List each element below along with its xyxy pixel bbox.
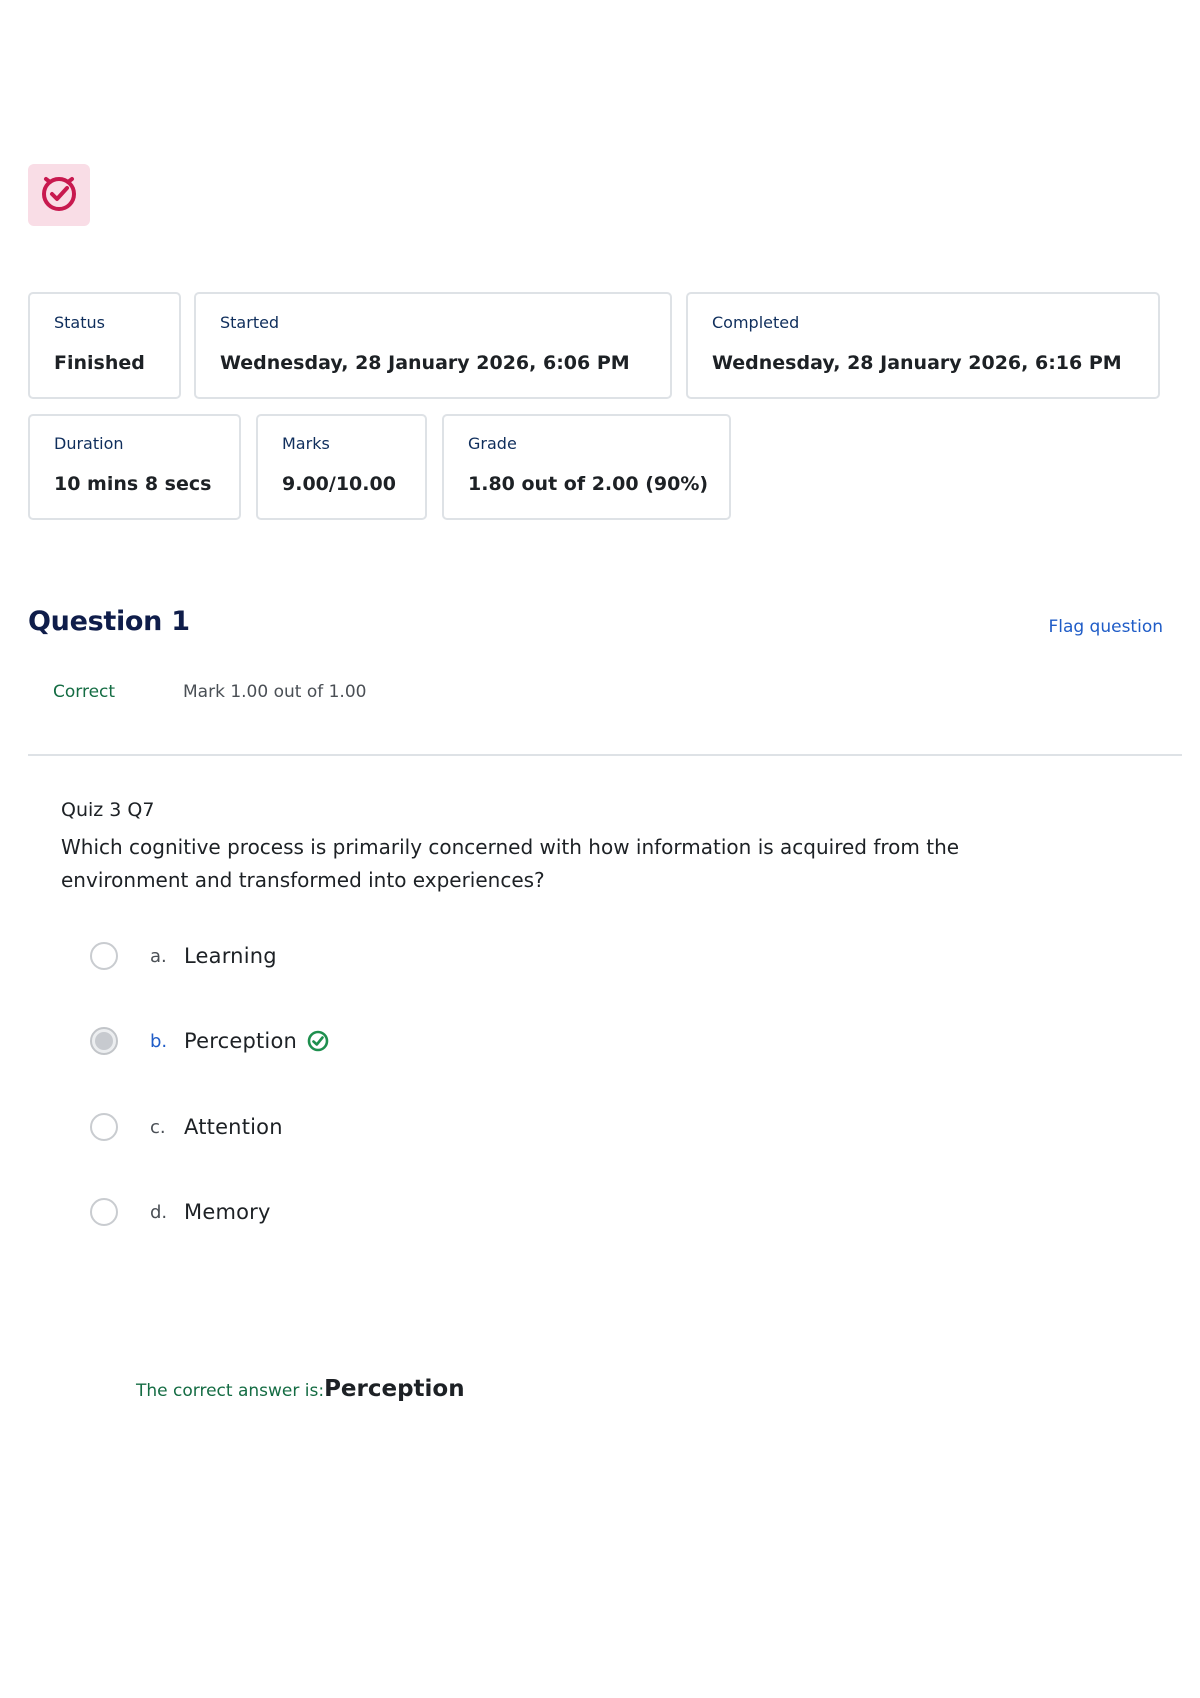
status-value: Finished bbox=[54, 352, 145, 374]
started-value: Wednesday, 28 January 2026, 6:06 PM bbox=[220, 352, 630, 374]
correct-check-icon bbox=[307, 1030, 329, 1052]
right-answer-feedback bbox=[136, 1376, 465, 1402]
question-name: Quiz 3 Q7 bbox=[61, 799, 155, 821]
marks-value: 9.00/10.00 bbox=[282, 473, 396, 495]
grade-label: Grade bbox=[468, 434, 517, 453]
clock-check-icon bbox=[39, 173, 79, 217]
grade-value: 1.80 out of 2.00 (90%) bbox=[468, 473, 709, 495]
radio-button[interactable] bbox=[90, 942, 118, 970]
completed-label: Completed bbox=[712, 313, 800, 332]
flag-question-link[interactable]: Flag question bbox=[1048, 617, 1163, 637]
answer-option-b[interactable] bbox=[90, 1024, 329, 1058]
answer-option-d[interactable] bbox=[90, 1195, 271, 1229]
radio-button[interactable] bbox=[90, 1113, 118, 1141]
option-text: Learning bbox=[184, 944, 277, 968]
feedback-label: The correct answer is: bbox=[136, 1381, 325, 1401]
status-label: Status bbox=[54, 313, 105, 332]
answer-option-a[interactable] bbox=[90, 939, 277, 973]
started-label: Started bbox=[220, 313, 280, 332]
option-letter: a. bbox=[150, 945, 167, 967]
duration-card bbox=[28, 414, 241, 520]
question-text: Which cognitive process is primarily concerned with how information is acquired from the environment and transformed into experiences? bbox=[61, 835, 960, 892]
option-letter: c. bbox=[150, 1116, 166, 1138]
option-text: Memory bbox=[184, 1200, 271, 1224]
grade-card bbox=[442, 414, 731, 520]
started-card bbox=[194, 292, 672, 399]
marks-label: Marks bbox=[282, 434, 330, 453]
divider bbox=[28, 754, 1182, 756]
feedback-answer: Perception bbox=[324, 1376, 465, 1402]
completed-value: Wednesday, 28 January 2026, 6:16 PM bbox=[712, 352, 1122, 374]
option-letter: b. bbox=[150, 1030, 168, 1052]
radio-button-selected[interactable] bbox=[90, 1027, 118, 1055]
option-letter: d. bbox=[150, 1201, 168, 1223]
radio-button[interactable] bbox=[90, 1198, 118, 1226]
status-card bbox=[28, 292, 181, 399]
duration-label: Duration bbox=[54, 434, 124, 453]
marks-card bbox=[256, 414, 427, 520]
question-title: Question 1 bbox=[28, 606, 190, 637]
duration-value: 10 mins 8 secs bbox=[54, 473, 212, 495]
question-state: Correct bbox=[53, 682, 116, 702]
option-text: Perception bbox=[184, 1029, 298, 1053]
answer-option-c[interactable] bbox=[90, 1110, 283, 1144]
question-mark: Mark 1.00 out of 1.00 bbox=[183, 682, 367, 702]
option-text: Attention bbox=[184, 1115, 283, 1139]
quiz-logo bbox=[28, 164, 90, 226]
completed-card bbox=[686, 292, 1160, 399]
